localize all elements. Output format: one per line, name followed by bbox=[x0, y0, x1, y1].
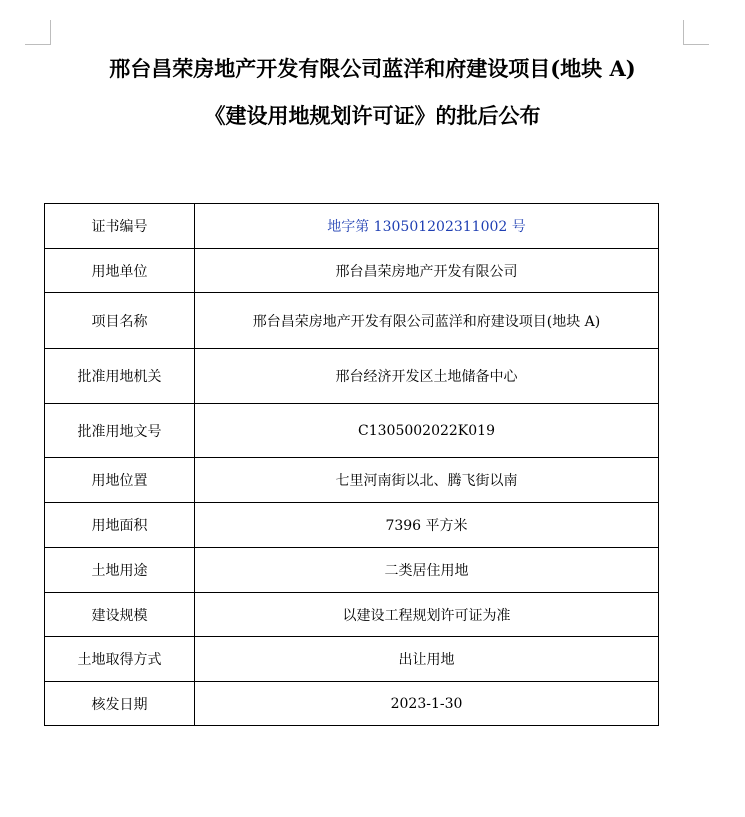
row-value: 2023-1-30 bbox=[195, 682, 659, 726]
table-row-land-acquisition-method bbox=[45, 637, 659, 682]
row-label: 用地位置 bbox=[45, 458, 195, 503]
crop-mark-top-left bbox=[25, 20, 51, 45]
row-label: 批准用地文号 bbox=[45, 404, 195, 458]
table-row-land-area bbox=[45, 503, 659, 548]
table-row-approval-document-number bbox=[45, 404, 659, 458]
row-value: 出让用地 bbox=[195, 637, 659, 682]
row-label: 土地用途 bbox=[45, 548, 195, 593]
row-value: 以建设工程规划许可证为准 bbox=[195, 593, 659, 637]
row-label: 用地面积 bbox=[45, 503, 195, 548]
row-value: 邢台经济开发区土地储备中心 bbox=[195, 349, 659, 404]
row-value: 7396 平方米 bbox=[195, 503, 659, 548]
row-label: 建设规模 bbox=[45, 593, 195, 637]
table-row-project-name bbox=[45, 293, 659, 349]
table-row-construction-scale bbox=[45, 593, 659, 637]
table-row-land-user bbox=[45, 249, 659, 293]
table-row-approving-authority bbox=[45, 349, 659, 404]
row-label: 用地单位 bbox=[45, 249, 195, 293]
row-label: 项目名称 bbox=[45, 293, 195, 349]
document-title-line2: 《建设用地规划许可证》的批后公布 bbox=[204, 103, 541, 128]
permit-info-table bbox=[44, 203, 659, 726]
row-value: 二类居住用地 bbox=[195, 548, 659, 593]
crop-mark-top-right bbox=[683, 20, 709, 45]
row-value: 七里河南街以北、腾飞街以南 bbox=[195, 458, 659, 503]
row-value: C1305002022K019 bbox=[195, 404, 659, 458]
row-label: 批准用地机关 bbox=[45, 349, 195, 404]
row-label: 证书编号 bbox=[45, 204, 195, 249]
row-value: 邢台昌荣房地产开发有限公司 bbox=[195, 249, 659, 293]
document-title-line1: 邢台昌荣房地产开发有限公司蓝洋和府建设项目(地块 A) bbox=[109, 56, 636, 81]
row-value: 邢台昌荣房地产开发有限公司蓝洋和府建设项目(地块 A) bbox=[195, 293, 659, 349]
row-label: 土地取得方式 bbox=[45, 637, 195, 682]
certificate-number-link[interactable]: 地字第 130501202311002 号 bbox=[195, 204, 659, 249]
table-row-issue-date bbox=[45, 682, 659, 726]
table-row-certificate-number bbox=[45, 204, 659, 249]
table-row-land-use bbox=[45, 548, 659, 593]
row-label: 核发日期 bbox=[45, 682, 195, 726]
table-row-land-location bbox=[45, 458, 659, 503]
